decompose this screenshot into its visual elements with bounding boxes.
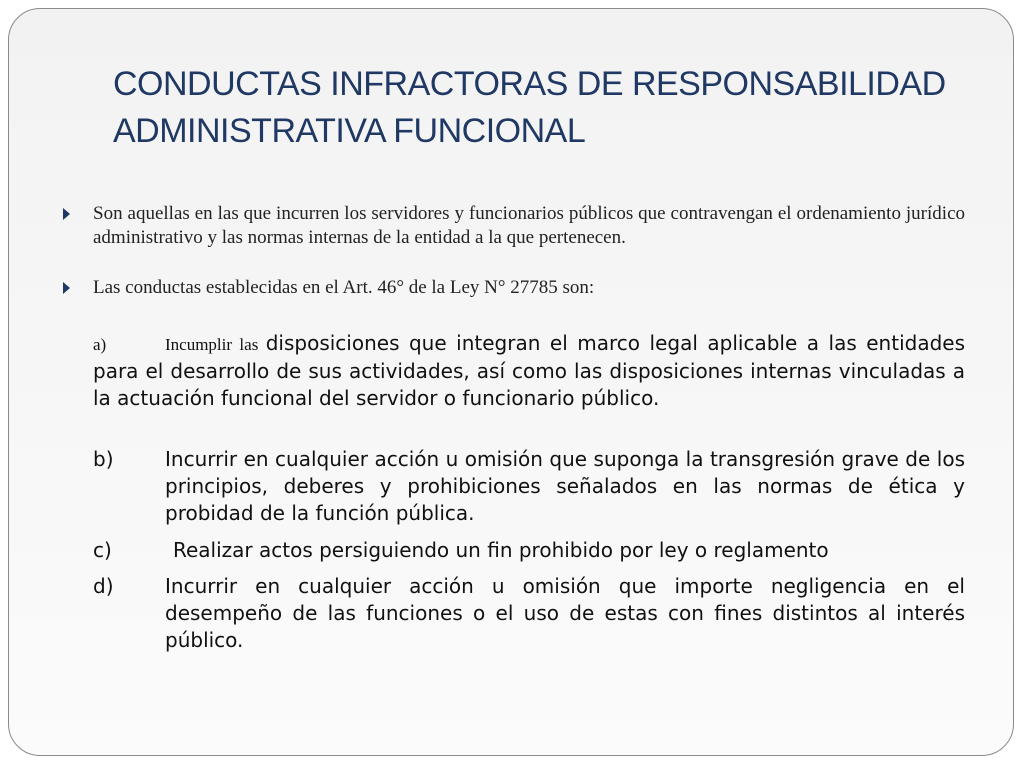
slide-frame [8,8,1014,756]
conduct-item-d-label: d) [93,574,114,598]
conduct-item-d-text: Incurrir en cualquier acción u omisión que importe negligencia en el desempeño de las funciones o el uso de estas con fines distintos al interés público. [165,574,965,652]
slide-title [113,61,993,155]
slide-title-line-2: ADMINISTRATIVA FUNCIONAL [113,112,586,150]
bullet-definition-text: Son aquellas en las que incurren los servidores y funcionarios públicos que contravengan el ordenamiento jurídico administrativo y las normas internas de la entidad a la que pertenecen. [93,203,965,248]
triangle-right-bullet-icon [63,282,70,294]
conduct-item-b-text: Incurrir en cualquier acción u omisión que suponga la transgresión grave de los principios, deberes y prohibiciones señalados en las normas de ética y probidad de la función pública. [165,447,965,525]
conduct-item-b-label: b) [93,447,114,471]
bullet-article-reference-text: Las conductas establecidas en el Art. 46° de la Ley N° 27785 son: [93,277,595,298]
conduct-item-a-lead: Incumplir las [165,335,266,354]
conduct-item-d [93,573,965,654]
slide-title-line-1: CONDUCTAS INFRACTORAS DE RESPONSABILIDAD [113,65,946,103]
conduct-item-a [93,330,965,412]
conduct-item-a-label: a) [93,335,107,354]
triangle-right-bullet-icon [63,208,70,220]
bullet-article-reference [63,276,965,300]
conduct-item-a-text: disposiciones que integran el marco legal aplicable a las entidades para el desarrollo de sus actividades, así como las disposiciones internas vinculadas a la actuación funcional del servidor o funcionario público. [93,331,965,410]
conduct-item-c [93,537,965,564]
bullet-definition [63,202,965,250]
conduct-item-b [93,446,965,527]
conduct-item-c-text: Realizar actos persiguiendo un fin prohibido por ley o reglamento [173,538,829,562]
conduct-item-c-label: c) [93,538,112,562]
